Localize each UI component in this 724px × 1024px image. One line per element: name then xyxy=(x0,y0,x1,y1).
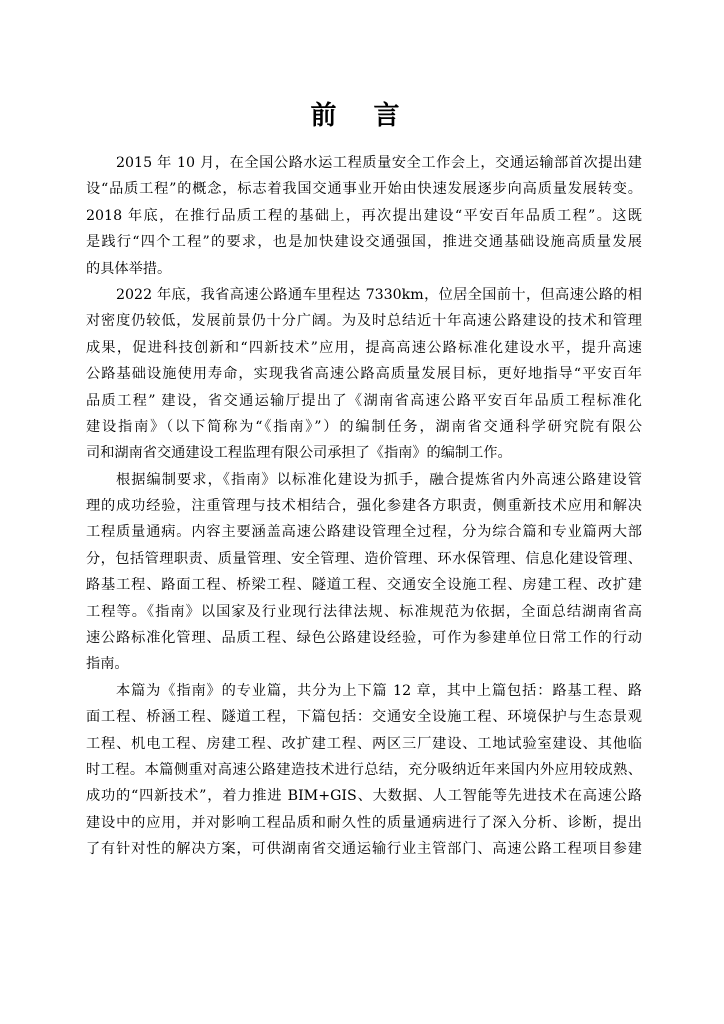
paragraph-line: 速公路标准化管理、品质工程、绿色公路建设经验，可作为参建单位日常工作的行动 xyxy=(86,630,642,647)
paragraph-line: 品质工程” 建设，省交通运输厅提出了《湖南省高速公路平安百年品质工程标准化 xyxy=(86,392,642,409)
paragraph-line: 成功的“四新技术”，着力推进 BIM+GIS、大数据、人工智能等先进技术在高速公路 xyxy=(86,788,642,805)
paragraph-line: 指南。 xyxy=(86,656,129,673)
paragraph-line: 工程、机电工程、房建工程、改扩建工程、两区三厂建设、工地试验室建设、其他临 xyxy=(86,735,642,752)
document-body xyxy=(86,150,642,863)
paragraph-line: 对密度仍较低，发展前景仍十分广阔。为及时总结近十年高速公路建设的技术和管理 xyxy=(86,313,642,330)
paragraph-line: 的具体举措。 xyxy=(86,260,172,277)
paragraph-line: 设“品质工程”的概念，标志着我国交通事业开始由快速发展逐步向高质量发展转变。 xyxy=(86,181,642,198)
paragraph-line: 司和湖南省交通建设工程监理有限公司承担了《指南》的编制工作。 xyxy=(86,445,512,462)
paragraph-line: 成果，促进科技创新和“四新技术”应用，提高高速公路标准化建设水平，提升高速 xyxy=(86,339,642,356)
paragraph-line: 时工程。本篇侧重对高速公路建造技术进行总结，充分吸纳近年来国内外应用较成熟、 xyxy=(86,761,642,778)
paragraph-line: 面工程、桥涵工程、隧道工程，下篇包括：交通安全设施工程、环境保护与生态景观 xyxy=(86,709,642,726)
paragraph-line: 理的成功经验，注重管理与技术相结合，强化参建各方职责，侧重新技术应用和解决 xyxy=(86,498,642,515)
paragraph-line: 了有针对性的解决方案，可供湖南省交通运输行业主管部门、高速公路工程项目参建 xyxy=(86,841,642,858)
paragraph-1 xyxy=(86,150,642,282)
paragraph-line: 是践行“四个工程”的要求，也是加快建设交通强国，推进交通基础设施高质量发展 xyxy=(86,234,642,251)
page-title: 前 言 xyxy=(310,101,414,131)
paragraph-line: 2018 年底，在推行品质工程的基础上，再次提出建设“平安百年品质工程”。这既 xyxy=(86,207,642,224)
paragraph-4 xyxy=(86,678,642,863)
paragraph-line: 路基工程、路面工程、桥梁工程、隧道工程、交通安全设施工程、房建工程、改扩建 xyxy=(86,577,642,594)
paragraph-line: 根据编制要求，《指南》以标准化建设为抓手，融合提炼省内外高速公路建设管 xyxy=(116,471,642,488)
paragraph-line: 分，包括管理职责、质量管理、安全管理、造价管理、环水保管理、信息化建设管理、 xyxy=(86,550,642,567)
paragraph-3 xyxy=(86,467,642,678)
paragraph-2 xyxy=(86,282,642,467)
paragraph-line: 2022 年底，我省高速公路通车里程达 7330km，位居全国前十，但高速公路的相 xyxy=(116,286,642,303)
paragraph-line: 建设中的应用，并对影响工程品质和耐久性的质量通病进行了深入分析、诊断，提出 xyxy=(86,814,642,831)
paragraph-line: 工程等。《指南》以国家及行业现行法律法规、标准规范为依据，全面总结湖南省高 xyxy=(86,603,642,620)
paragraph-line: 工程质量通病。内容主要涵盖高速公路建设管理全过程，分为综合篇和专业篇两大部 xyxy=(86,524,642,541)
paragraph-line: 公路基础设施使用寿命，实现我省高速公路高质量发展目标，更好地指导“平安百年 xyxy=(86,366,642,383)
paragraph-line: 本篇为《指南》的专业篇，共分为上下篇 12 章，其中上篇包括：路基工程、路 xyxy=(116,682,642,699)
paragraph-line: 2015 年 10 月，在全国公路水运工程质量安全工作会上，交通运输部首次提出建 xyxy=(116,155,642,171)
paragraph-line: 建设指南》（以下简称为“《指南》”）的编制任务，湖南省交通科学研究院有限公 xyxy=(86,418,642,435)
